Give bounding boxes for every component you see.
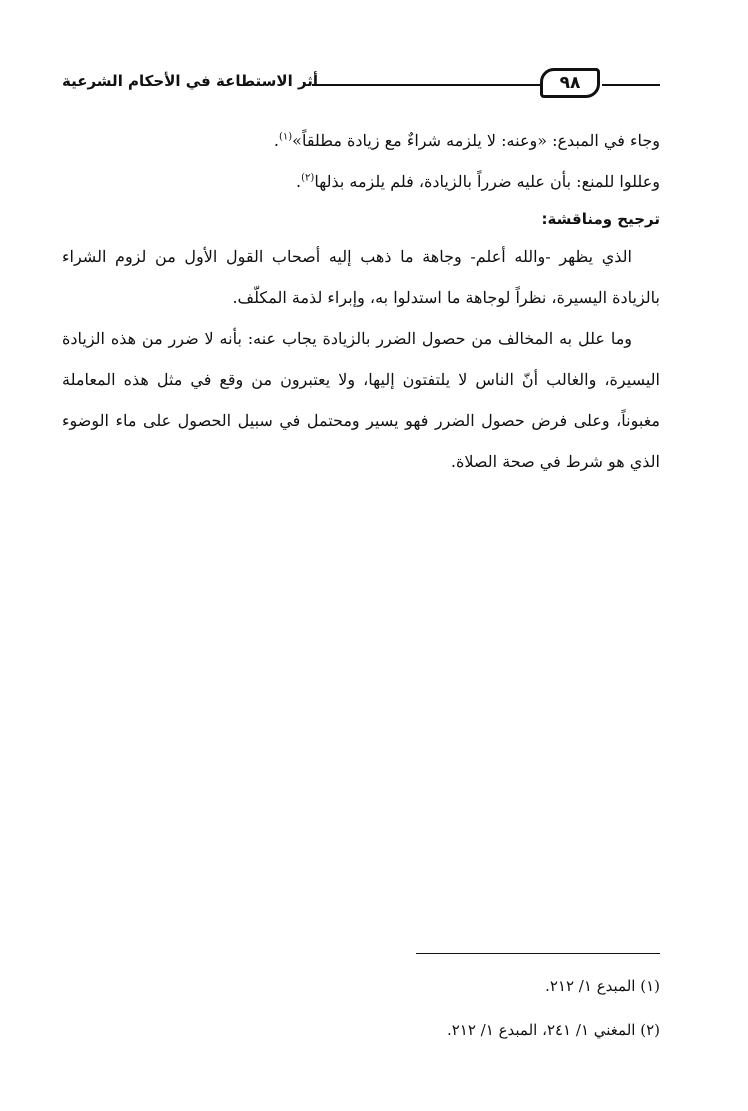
- paragraph-end: .: [296, 172, 302, 191]
- running-title: أثر الاستطاعة في الأحكام الشرعية: [62, 72, 319, 90]
- paragraph-rebuttal: وما علل به المخالف من حصول الضرر بالزيادة يجاب عنه: بأنه لا ضرر من هذه الزيادة اليسيرة، والغالب أنّ الناس لا يلتفتون إليها، ولا يعتبرون من وقع في مثل هذه المعاملة مغبوناً، وعلى فرض حصول الضرر فهو يسير ومحتمل في سبيل الحصول على ماء الوضوء الذي هو شرط في صحة الصلاة.: [62, 329, 660, 471]
- footnote-2: (٢) المغني ١/ ٢٤١، المبدع ١/ ٢١٢.: [446, 1021, 660, 1039]
- section-heading: ترجيح ومناقشة:: [541, 210, 660, 228]
- header-rule-left: [312, 84, 540, 86]
- main-text: [62, 120, 660, 482]
- page-header: [62, 66, 660, 106]
- page-number: ٩٨: [540, 68, 600, 98]
- footnote-ref-1: (١): [278, 131, 293, 143]
- paragraph-text: وعللوا للمنع: بأن عليه ضرراً بالزيادة، فلم يلزمه بذلها: [314, 172, 660, 191]
- footnote-separator: [416, 953, 660, 954]
- paragraph-preference: الذي يظهر -والله أعلم- وجاهة ما ذهب إليه أصحاب القول الأول من لزوم الشراء بالزيادة اليسيرة، نظراً لوجاهة ما استدلوا به، وإبراء لذمة المكلّف.: [62, 247, 660, 307]
- paragraph-quote-mubdi: [62, 120, 660, 161]
- footnote-1: (١) المبدع ١/ ٢١٢.: [545, 977, 660, 995]
- paragraph-reasoning: [62, 161, 660, 202]
- footnote-ref-2: (٢): [301, 172, 315, 184]
- paragraph-text: وجاء في المبدع: «وعنه: لا يلزمه شراءٌ مع زيادة مطلقاً»: [292, 131, 660, 150]
- header-rule-right: [602, 84, 660, 86]
- paragraph-end: .: [273, 131, 279, 150]
- footnotes: [62, 964, 660, 1052]
